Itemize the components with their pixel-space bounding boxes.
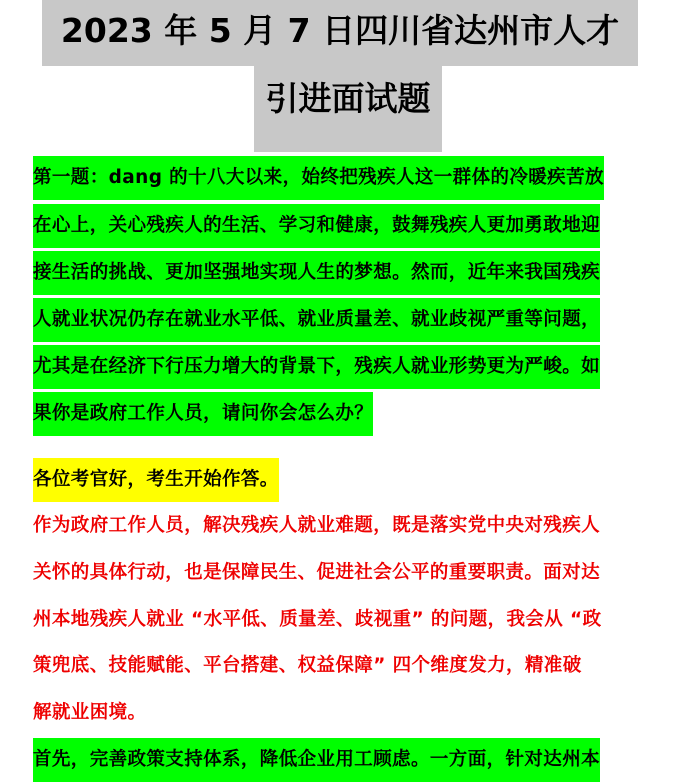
- question-line: 尤其是在经济下行压力增大的背景下，残疾人就业形势更为严峻。如: [33, 345, 600, 389]
- question-line: 第一题：dang 的十八大以来，始终把残疾人这一群体的冷暖疾苦放: [33, 156, 604, 200]
- cutoff-line: 首先，完善政策支持体系，降低企业用工顾虑。一方面，针对达州本: [33, 738, 600, 782]
- answer-greeting: 各位考官好，考生开始作答。: [33, 458, 279, 502]
- title-line-1: 2023 年 5 月 7 日四川省达州市人才: [42, 0, 638, 66]
- question-line: 果你是政府工作人员，请问你会怎么办？: [33, 392, 373, 436]
- answer-line: 关怀的具体行动，也是保障民生、促进社会公平的重要职责。面对达: [33, 562, 601, 583]
- title-line-2: 引进面试题: [254, 66, 442, 152]
- answer-line: 作为政府工作人员，解决残疾人就业难题，既是落实党中央对残疾人: [33, 515, 601, 536]
- answer-line: 策兜底、技能赋能、平台搭建、权益保障” 四个维度发力，精准破: [33, 655, 582, 676]
- question-line: 人就业状况仍存在就业水平低、就业质量差、就业歧视严重等问题，: [33, 298, 600, 342]
- question-line: 在心上，关心残疾人的生活、学习和健康，鼓舞残疾人更加勇敢地迎: [33, 204, 600, 248]
- question-line: 接生活的挑战、更加坚强地实现人生的梦想。然而，近年来我国残疾: [33, 251, 600, 295]
- answer-line: 州本地残疾人就业 “水平低、质量差、歧视重” 的问题，我会从 “政: [33, 609, 602, 630]
- answer-line: 解就业困境。: [33, 702, 147, 723]
